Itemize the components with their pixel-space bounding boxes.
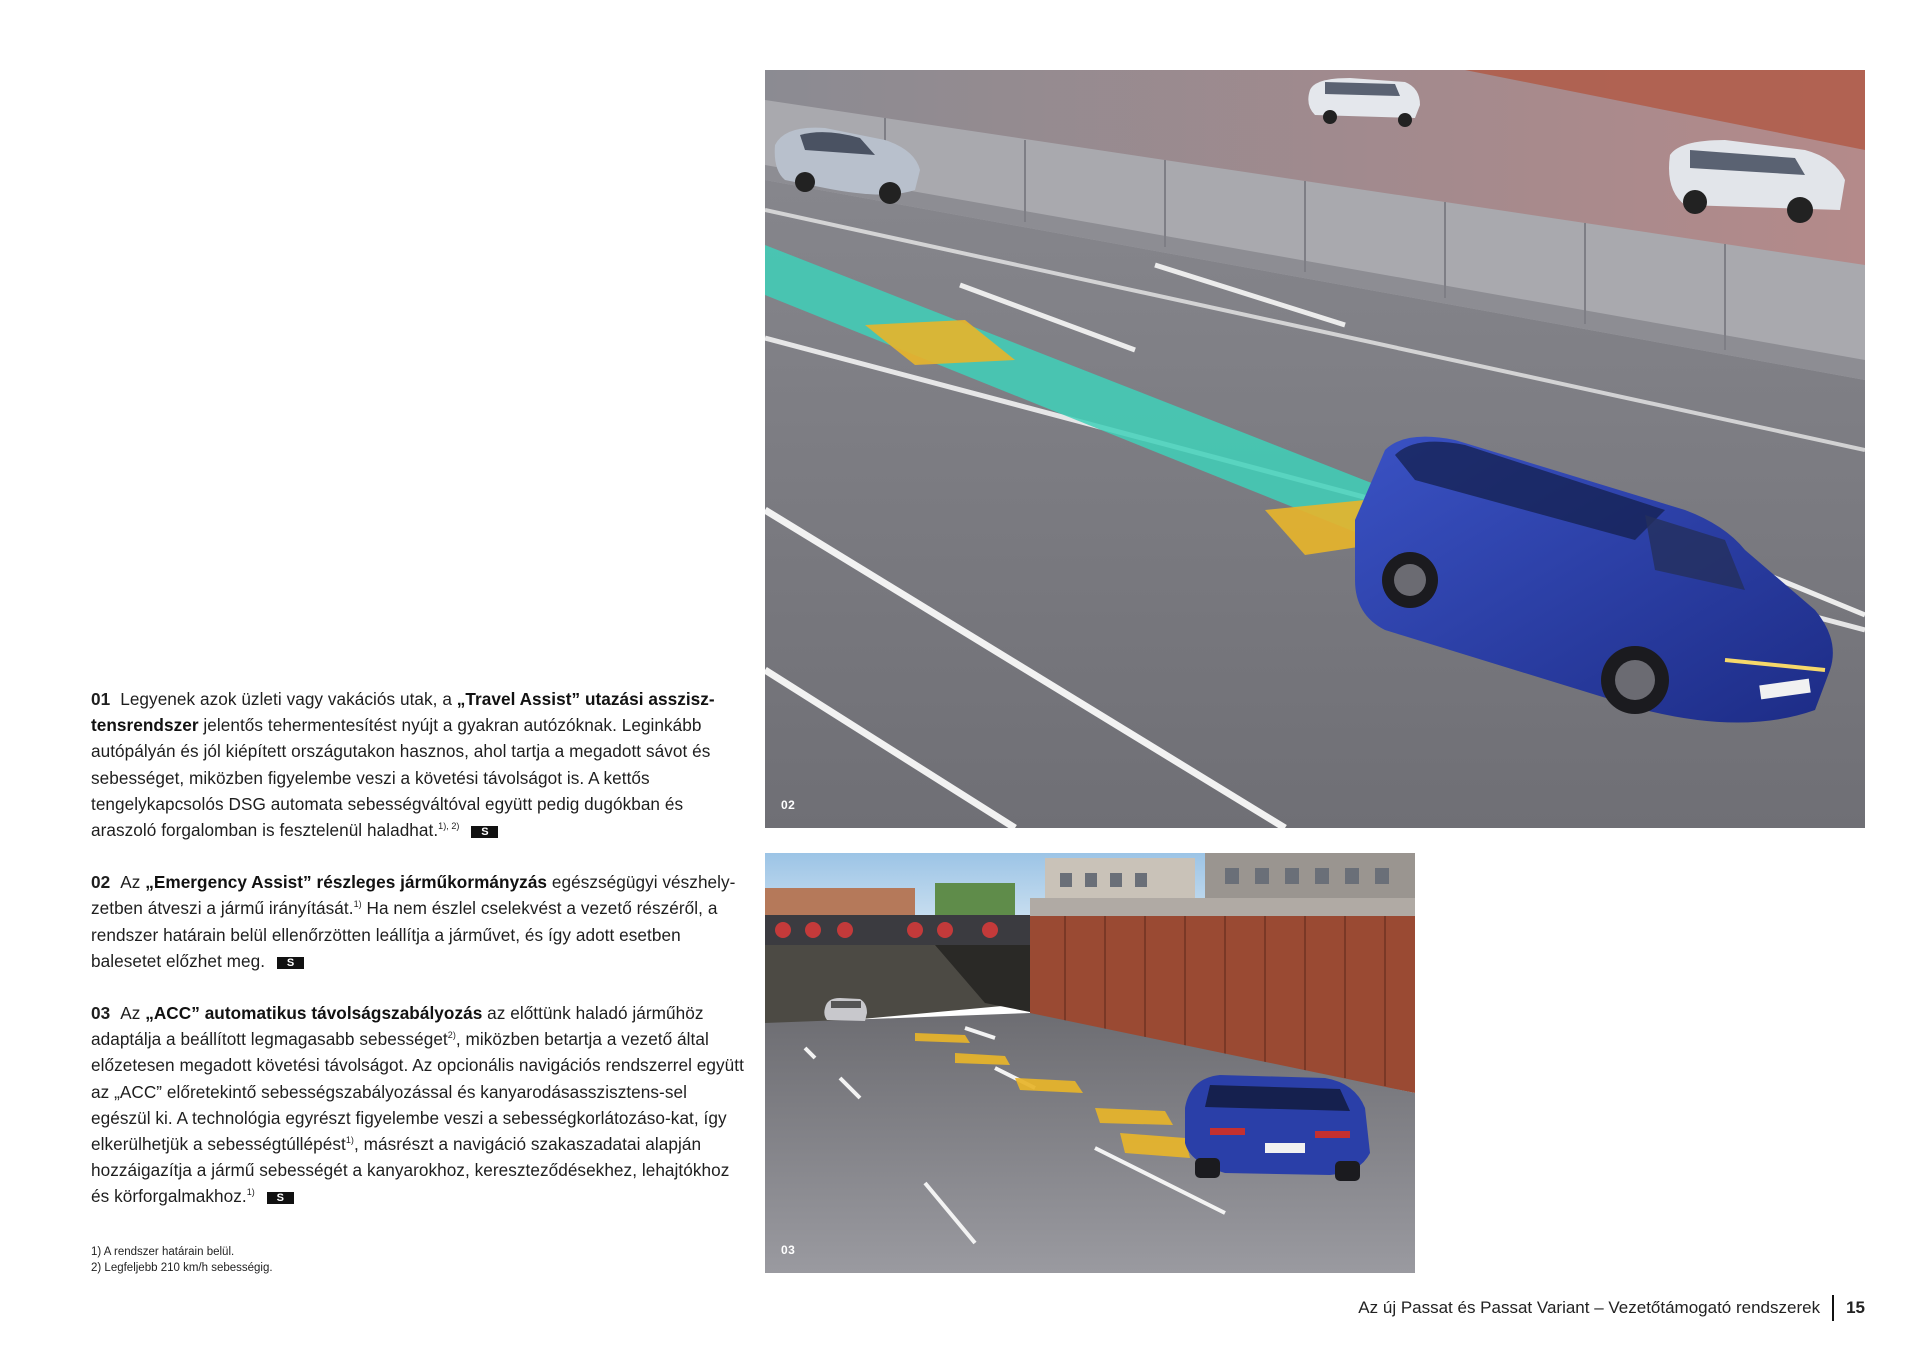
photo-acc xyxy=(765,853,1415,1273)
body-text xyxy=(91,686,751,1236)
page-number: 15 xyxy=(1846,1298,1865,1317)
photo-number-label: 02 xyxy=(781,798,796,812)
standard-equipment-badge: S xyxy=(277,957,304,969)
paragraph-number: 01 xyxy=(91,689,111,709)
blue-passat-car-rear xyxy=(1185,1075,1370,1181)
footnote-ref: 1) xyxy=(345,1135,354,1146)
footnote-1: 1) A rendszer határain belül. xyxy=(91,1246,235,1258)
tunnel-illustration xyxy=(765,853,1415,1273)
footnote-ref: 1) xyxy=(353,899,362,910)
footnote-ref: 1) xyxy=(246,1187,255,1198)
photo-travel-assist xyxy=(765,70,1865,828)
paragraph-number: 02 xyxy=(91,872,111,893)
footnote-ref: 1), 2) xyxy=(438,821,460,832)
footer-divider xyxy=(1832,1295,1834,1321)
paragraph-02: 02 Az „Emergency Assist” részleges járműkormányzás egészségügyi vészhely-zetben átveszi a jármű irányítását.$^{1)}$ Ha nem észlel cselekvést a vezető részéről, a rendszer határain belül ellenőrzötten leállítja a járművet, és így adott esetben balesetet előzhet meg. S xyxy=(91,872,736,971)
standard-equipment-badge: S xyxy=(471,826,498,838)
paragraph-number: 03 xyxy=(91,1003,111,1024)
highway-illustration xyxy=(765,70,1865,828)
footnotes xyxy=(91,1244,273,1276)
footer-title: Az új Passat és Passat Variant – Vezetőtámogató rendszerek xyxy=(1358,1298,1821,1317)
footnote-2: 2) Legfeljebb 210 km/h sebességig. xyxy=(91,1262,273,1274)
page-footer xyxy=(1358,1295,1865,1321)
lead-car xyxy=(824,998,867,1021)
standard-equipment-badge: S xyxy=(267,1192,294,1204)
footnote-ref: 2) xyxy=(447,1030,456,1041)
photo-number-label: 03 xyxy=(781,1243,796,1257)
paragraph-01: 01 Legyenek azok üzleti vagy vakációs utak, a „Travel Assist” utazási asszisz- tensrendszer jelentős tehermentesítést nyújt a gyakran autózóknak. Leginkább autópályán és jól kiépített országutakon hasznos, ahol tartja a megadott sávot és sebességet, miközben figyelembe veszi a követési távolságot is. A kettős tengelykapcsolós DSG automata sebességváltóval együtt pedig dugókban és araszoló forgalomban is fesztelenül haladhat.$^{1), 2)}$ S xyxy=(91,689,715,841)
paragraph-03: 03 Az „ACC” automatikus távolságszabályozás az előttünk haladó járműhöz adaptálja a beállított legmagasabb sebességet$^{2)}$, miközben betartja a vezető által előzetesen megadott követési távolságot. Az opcionális navigációs rendszerrel együtt az „ACC” előretekintő sebességszabályozással és kanyarodásasszisztens-sel egészül ki. A technológia egyrészt figyelembe veszi a sebességkorlátozáso-kat, így elkerülhetjük a sebességtúllépést$^{1)}$, másrészt a navigáció szakaszadatai alapján hozzáigazítja a jármű sebességét a kanyarokhoz, kereszteződésekhez, lehajtókhoz és körforgalmakhoz.$^{1)}$ S xyxy=(91,1003,744,1207)
